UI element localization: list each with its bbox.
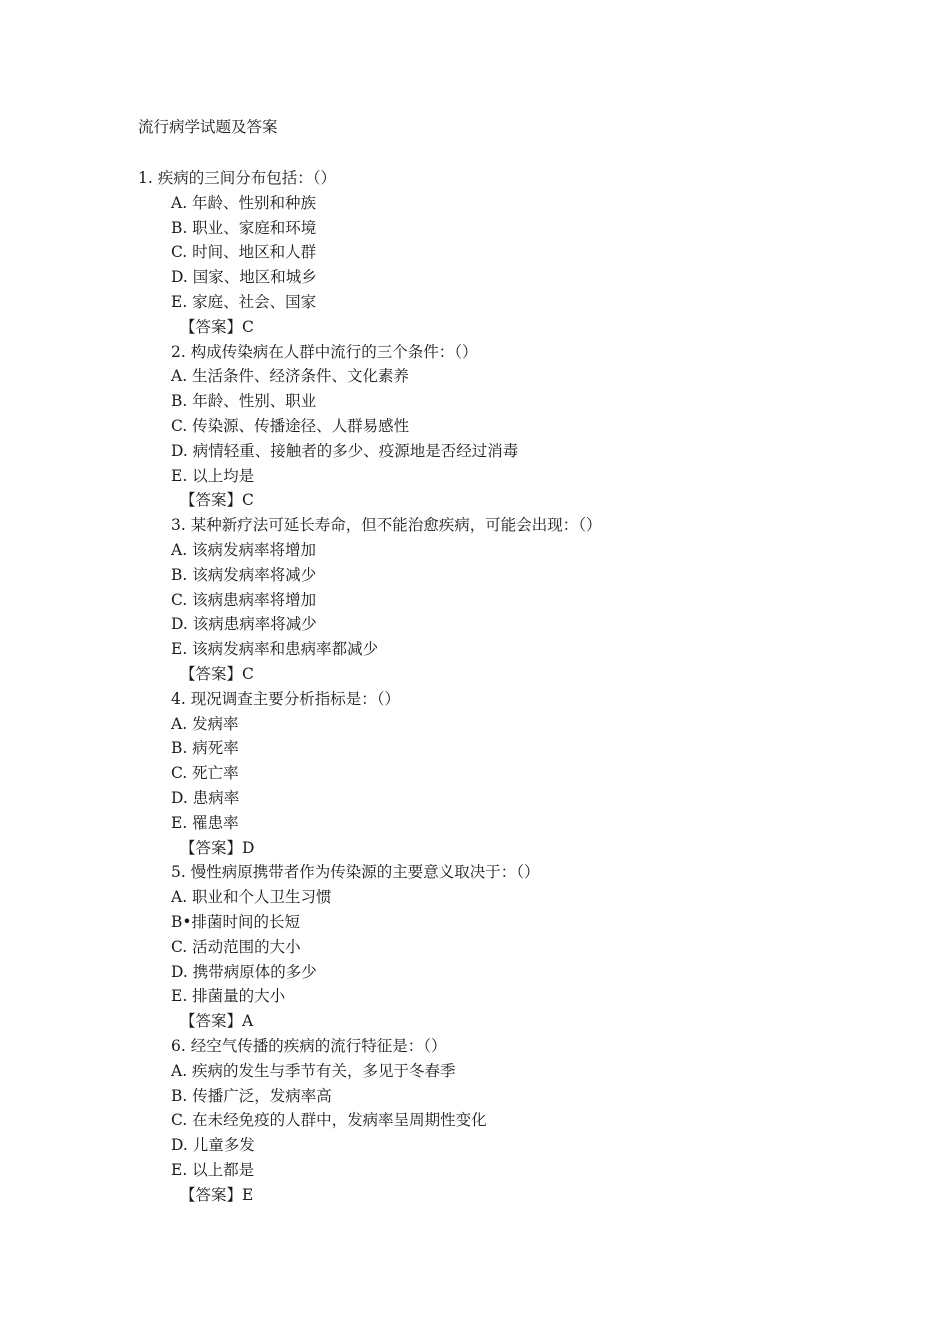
question-option: E. 家庭、社会、国家 — [171, 293, 317, 311]
question-answer: 【答案】A — [180, 1012, 254, 1031]
question-option: E. 罹患率 — [171, 813, 239, 832]
question-option: E. 以上都是 — [171, 1161, 255, 1179]
question-answer: 【答案】C — [180, 665, 254, 683]
question-option: A. 职业和个人卫生习惯 — [171, 888, 332, 907]
question-option: B. 传播广泛，发病率高 — [171, 1086, 332, 1105]
question-stem: 5. 慢性病原携带者作为传染源的主要意义取决于：（） — [171, 863, 540, 882]
question-stem: 1. 疾病的三间分布包括：（） — [138, 169, 336, 187]
question-option: B. 该病发病率将减少 — [171, 565, 317, 584]
question-answer: 【答案】C — [180, 491, 254, 510]
question-option: C. 在未经免疫的人群中，发病率呈周期性变化 — [171, 1111, 487, 1130]
question-option: C. 传染源、传播途径、人群易感性 — [171, 417, 410, 435]
question-option: B. 病死率 — [171, 739, 239, 758]
question-option: C. 该病患病率将增加 — [171, 590, 317, 609]
question-option: E. 排菌量的大小 — [171, 987, 286, 1006]
question-option: D. 国家、地区和城乡 — [171, 268, 317, 287]
question-answer: 【答案】D — [180, 838, 255, 857]
question-option: C. 时间、地区和人群 — [171, 243, 317, 262]
question-option: E. 该病发病率和患病率都减少 — [171, 640, 379, 659]
question-option: D. 病情轻重、接触者的多少、疫源地是否经过消毒 — [171, 441, 519, 460]
document-title: 流行病学试题及答案 — [138, 118, 278, 136]
question-option: D. 患病率 — [171, 789, 240, 807]
question-answer: 【答案】C — [180, 317, 254, 336]
question-option: A. 发病率 — [171, 714, 239, 733]
question-stem: 3. 某种新疗法可延长寿命，但不能治愈疾病，可能会出现：（） — [171, 516, 602, 535]
question-stem: 2. 构成传染病在人群中流行的三个条件：（） — [171, 342, 478, 361]
question-option: A. 年龄、性别和种族 — [171, 193, 317, 212]
question-option: D. 该病患病率将减少 — [171, 615, 317, 634]
question-option: C. 死亡率 — [171, 764, 239, 783]
question-stem: 4. 现况调查主要分析指标是：（） — [171, 689, 400, 708]
question-answer: 【答案】E — [180, 1185, 254, 1204]
question-stem: 6. 经空气传播的疾病的流行特征是：（） — [171, 1037, 447, 1055]
question-option: D. 儿童多发 — [171, 1136, 255, 1155]
question-option: A. 疾病的发生与季节有关，多见于冬春季 — [171, 1061, 456, 1080]
question-option: E. 以上均是 — [171, 466, 255, 485]
question-option: D. 携带病原体的多少 — [171, 962, 317, 981]
question-option: A. 生活条件、经济条件、文化素养 — [171, 367, 410, 386]
question-option: C. 活动范围的大小 — [171, 937, 301, 956]
question-option: B. 职业、家庭和环境 — [171, 218, 317, 237]
question-option: B•排菌时间的长短 — [171, 913, 301, 931]
question-option: B. 年龄、性别、职业 — [171, 392, 317, 411]
question-option: A. 该病发病率将增加 — [171, 541, 317, 559]
